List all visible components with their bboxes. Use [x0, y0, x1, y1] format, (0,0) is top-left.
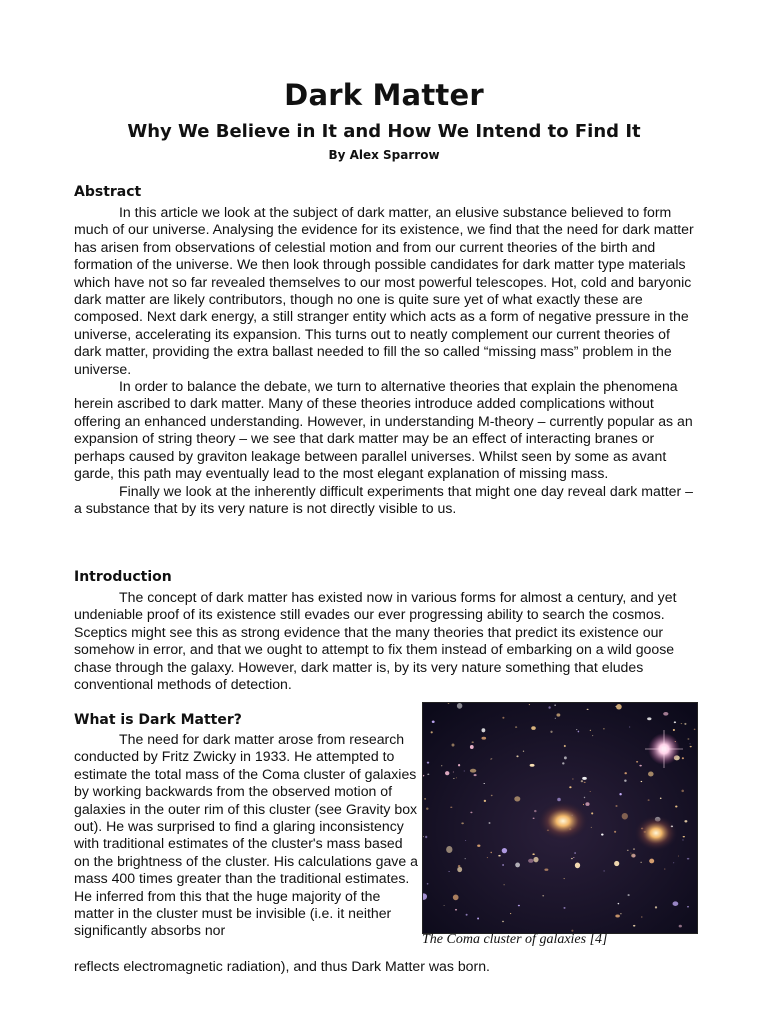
abstract-body — [74, 204, 698, 517]
coma-cluster-image — [422, 702, 698, 934]
abstract-paragraph: Finally we look at the inherently difficult experiments that might one day reveal dark matter – a substance that by its very nature is not directly visible to us. — [74, 482, 693, 516]
what-is-dark-matter-heading: What is Dark Matter? — [74, 712, 242, 728]
figure-caption: The Coma cluster of galaxies [4] — [422, 932, 608, 947]
what-is-dark-matter-paragraph: The need for dark matter arose from research conducted by Fritz Zwicky in 1933. He attempted to estimate the total mass of the Coma cluster of galaxies by working backwards from the observed motion of galaxies in the outer rim of this cluster (see Gravity box out). He was surprised to find a glaring inconsistency with traditional estimates of the cluster's mass based on the brightness of the cluster. His calculations gave a mass 400 times greater than the traditional estimates. He inferred from this that the huge majority of the matter in the cluster must be invisible (i.e. it neither significantly absorbs nor — [74, 731, 418, 939]
introduction-paragraph: The concept of dark matter has existed now in various forms for almost a century, and yet undeniable proof of its existence still evades our ever progressing ability to search the cosmos. Sceptics might see this as strong evidence that the many theories that predict its existence our somehow in error, and that we ought to attempt to fix them instead of embarking on a wild goose chase through the galaxy. However, dark matter is, by its very nature something that eludes conventional methods of detection. — [74, 589, 677, 693]
abstract-paragraph: In order to balance the debate, we turn to alternative theories that explain the phenomena herein ascribed to dark matter. Many of these theories introduce added complications without offering an enhanced understanding. However, in understanding M-theory – currently popular as an expansion of string theory – we see that dark matter may be an effect of interacting branes or perhaps caused by graviton leakage between parallel universes. Whilst seen by some as avant garde, this path may eventually lead to the most elegant explanation of missing mass. — [74, 378, 693, 482]
what-is-dark-matter-body — [74, 731, 422, 940]
author-byline: By Alex Sparrow — [328, 148, 440, 162]
coma-cluster-photo — [423, 703, 697, 933]
abstract-paragraph: In this article we look at the subject of dark matter, an elusive substance believed to form much of our universe. Analysing the evidence for its existence, we find that the need for dark matter has arisen from observations of celestial motion and from our current theories of the birth and formation of the universe. We then look through possible candidates for dark matter type materials which have not so far revealed themselves to our most powerful telescopes. Hot, cold and baryonic dark matter are likely contributors, though no one is quite sure yet of what exactly these are composed. Next dark energy, a still stranger entity which acts as a form of negative pressure in the universe, accelerating its expansion. This turns out to neatly complement our current theories of dark matter, providing the extra ballast needed to fill the so called “missing mass” problem in the universe. — [74, 204, 694, 377]
document-title: Dark Matter — [284, 78, 484, 112]
document-subtitle: Why We Believe in It and How We Intend to Find It — [127, 121, 641, 142]
what-is-dark-matter-last-line: reflects electromagnetic radiation), and thus Dark Matter was born. — [74, 958, 490, 974]
abstract-heading: Abstract — [74, 184, 142, 200]
introduction-heading: Introduction — [74, 569, 172, 585]
introduction-body — [74, 589, 698, 693]
